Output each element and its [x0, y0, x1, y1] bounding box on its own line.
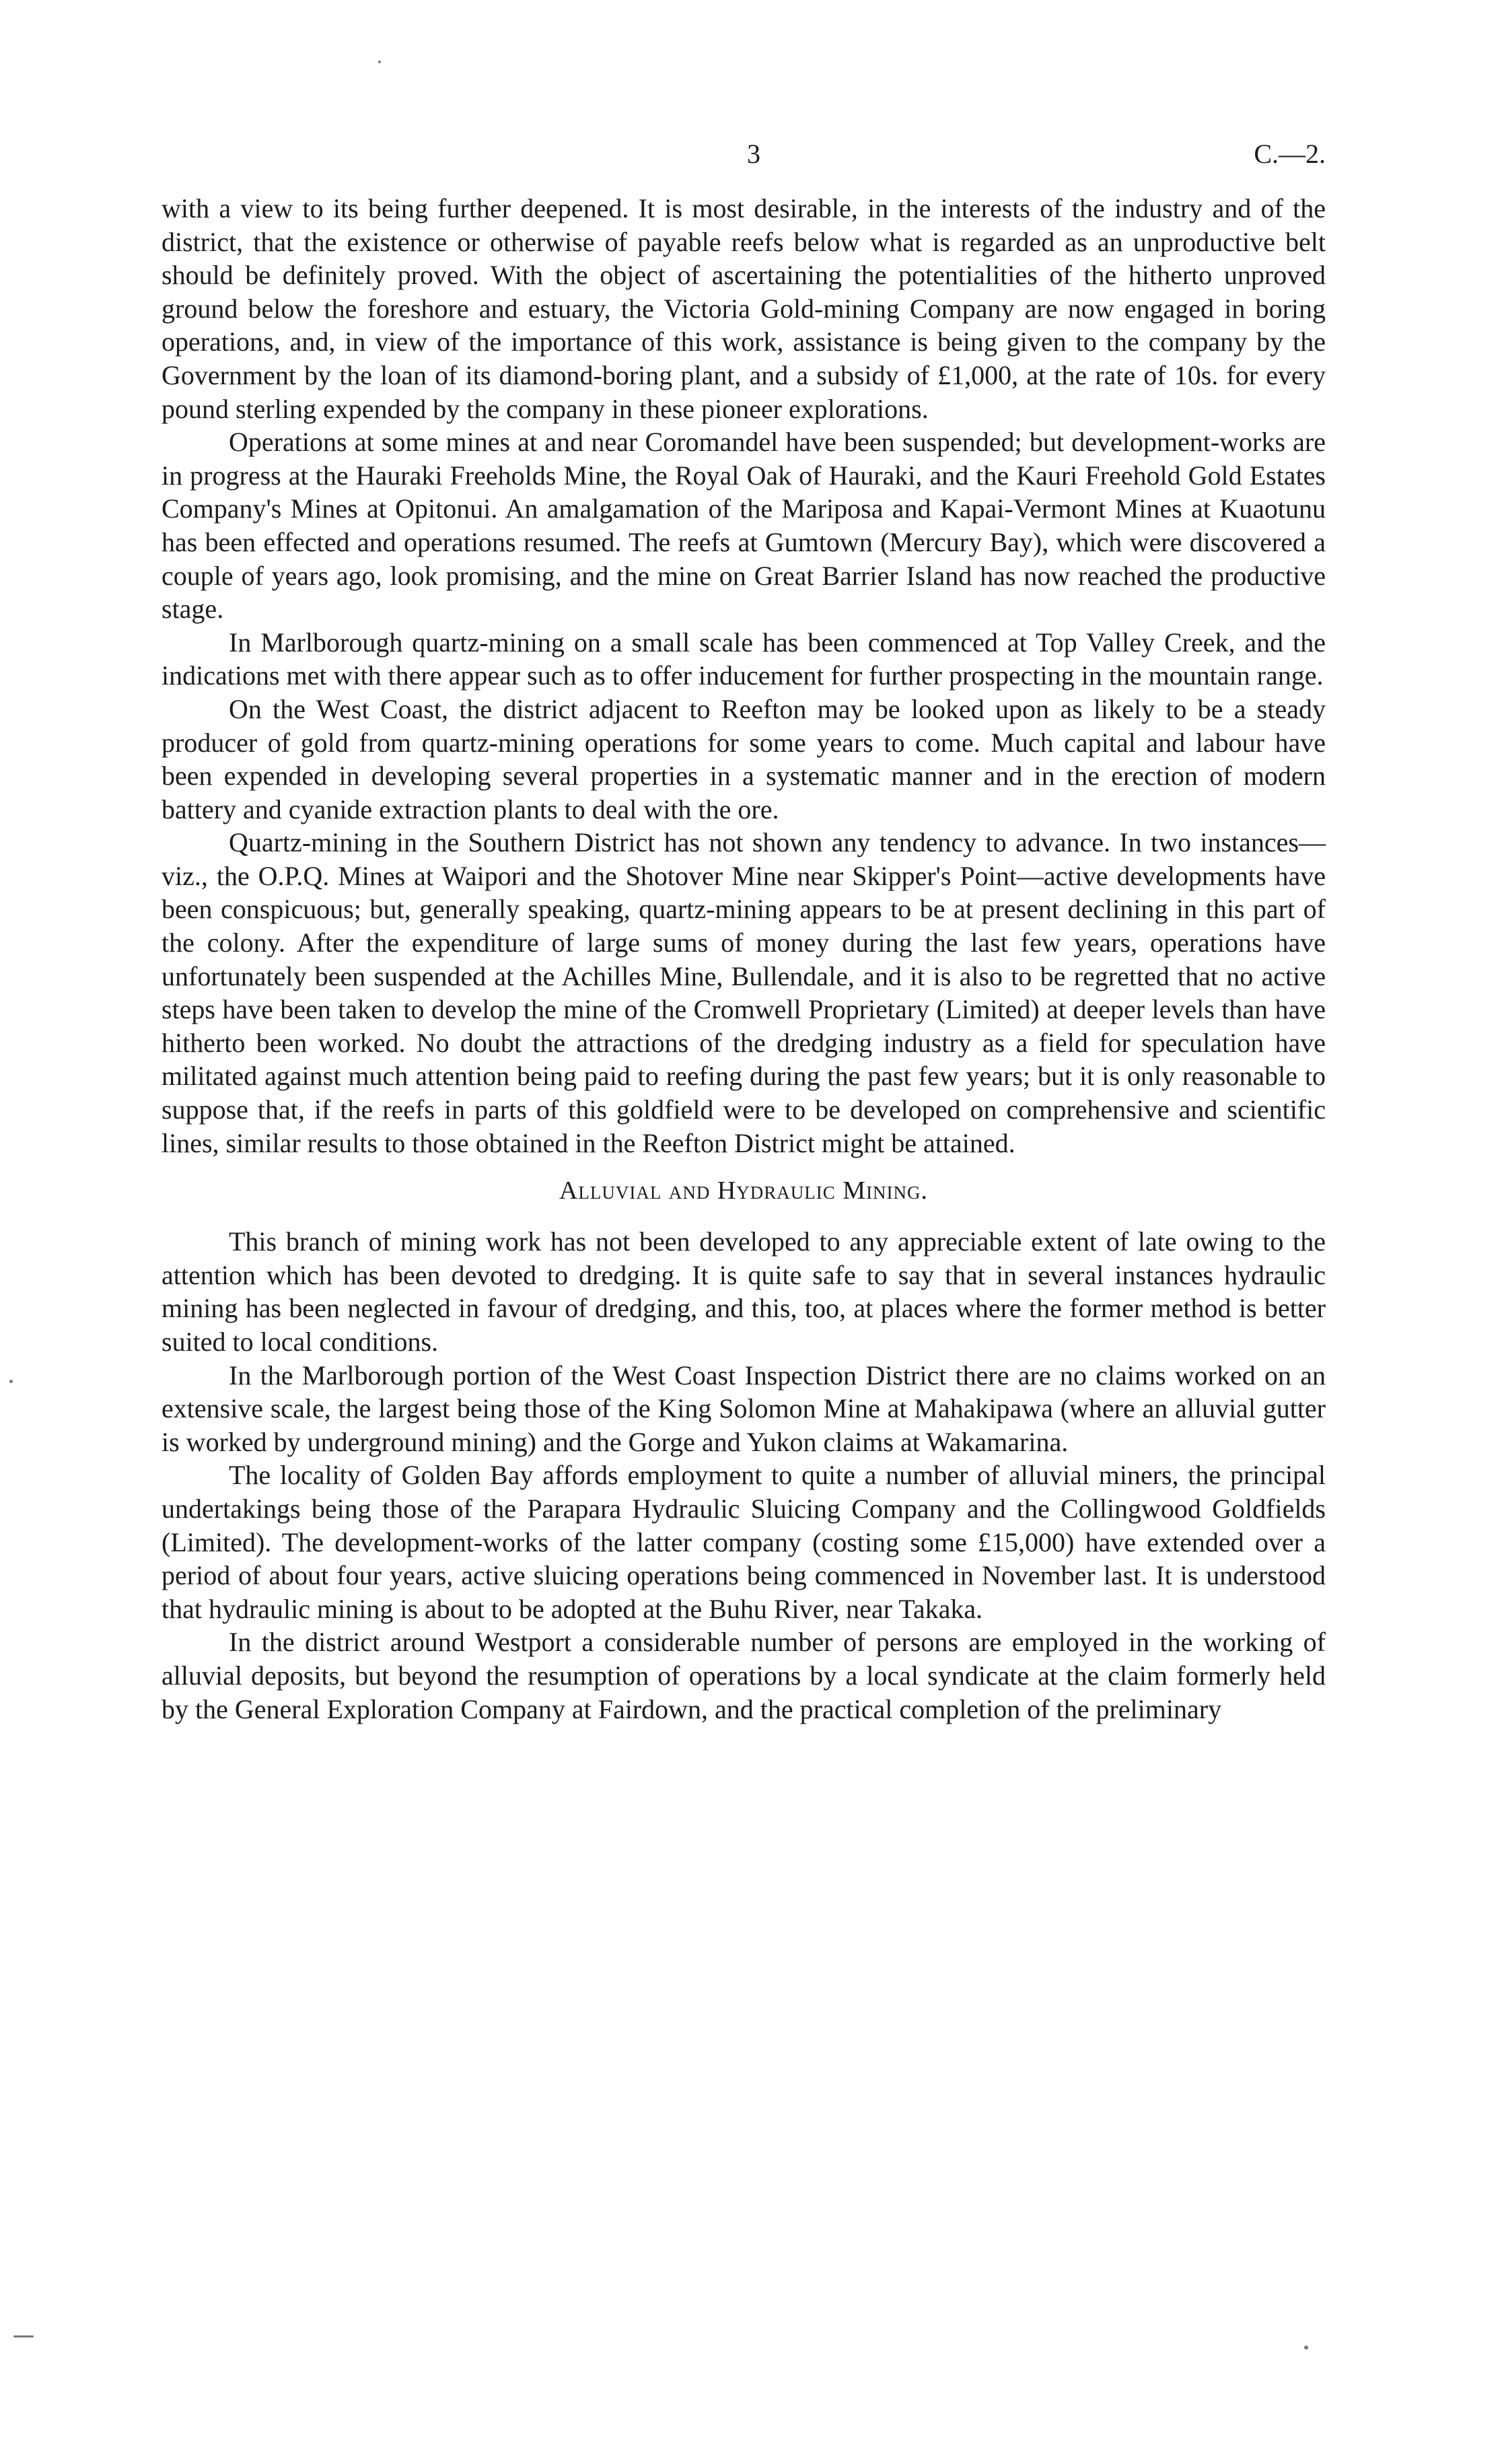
- paragraph-alluvial-intro: This branch of mining work has not been developed to any appreciable extent of late owing to the attention which has been devoted to dredging. It is quite safe to say that in several instances hydraulic mining has been neglected in favour of dredging, and this, too, at places where the former method is better suited to local conditions.: [162, 1226, 1326, 1357]
- paragraph-coromandel: Operations at some mines at and near Coromandel have been suspended; but development-works are in progress at the Hauraki Freeholds Mine, the Royal Oak of Hauraki, and the Kauri Freehold Gold Estates Company's Mines at Opitonui. An amalgamation of the Mariposa and Kapai-Vermont Mines at Kuaotunu has been effected and operations resumed. The reefs at Gumtown (Mercury Bay), which were discovered a couple of years ago, look promising, and the mine on Great Barrier Island has now reached the productive stage.: [162, 427, 1326, 625]
- page-header: [162, 138, 1326, 178]
- page-number: 3: [747, 139, 760, 169]
- scan-speck: [378, 61, 381, 63]
- section-heading: Alluvial and Hydraulic Mining.: [559, 1176, 929, 1205]
- paragraph-marlborough-alluvial: In the Marlborough portion of the West Coast Inspection District there are no claims worked on an extensive scale, the largest being those of the King Solomon Mine at Mahakipawa (where an alluvial gutter is worked by underground mining) and the Gorge and Yukon claims at Wakamarina.: [162, 1360, 1326, 1457]
- paragraph-continuation: with a view to its being further deepened. It is most desirable, in the interests of the industry and of the district, that the existence or otherwise of payable reefs below what is regarded as an unproductive belt should be definitely proved. With the object of ascertaining the potentialities of the hitherto unproved ground below the foreshore and estuary, the Victoria Gold-mining Company are now engaged in boring operations, and, in view of the importance of this work, assistance is being given to the company by the Government by the loan of its diamond-boring plant, and a subsidy of £1,000, at the rate of 10s. for every pound sterling expended by the company in these pioneer explorations.: [162, 193, 1326, 424]
- paragraph-marlborough: In Marlborough quartz-mining on a small scale has been commenced at Top Valley Creek, and the indications met with there appear such as to offer inducement for further prospecting in the mountain range.: [162, 627, 1326, 691]
- body-text: [162, 192, 1326, 1726]
- paragraph-westport: In the district around Westport a considerable number of persons are employed in the working of alluvial deposits, but beyond the resumption of operations by a local syndicate at the claim formerly held by the General Exploration Company at Fairdown, and the practical completion of the preliminary: [162, 1627, 1326, 1724]
- scan-speck: [1304, 2346, 1308, 2350]
- paragraph-west-coast: On the West Coast, the district adjacent to Reefton may be looked upon as likely to be a steady producer of gold from quartz-mining operations for some years to come. Much capital and labour have been expended in developing several properties in a systematic manner and in the erection of modern battery and cyanide extraction plants to deal with the ore.: [162, 693, 1326, 824]
- scan-speck: [9, 1380, 13, 1383]
- document-reference: C.—2.: [1254, 139, 1326, 169]
- paragraph-southern-district: Quartz-mining in the Southern District has not shown any tendency to advance. In two instances—viz., the O.P.Q. Mines at Waipori and the Shotover Mine near Skipper's Point—active developments have been conspicuous; but, generally speaking, quartz-mining appears to be at present declining in this part of the colony. After the expenditure of large sums of money during the last few years, operations have unfortunately been suspended at the Achilles Mine, Bullendale, and it is also to be regretted that no active steps have been taken to develop the mine of the Cromwell Proprietary (Limited) at deeper levels than have hitherto been worked. No doubt the attractions of the dredging industry as a field for speculation have militated against much attention being paid to reefing during the past few years; but it is only reasonable to suppose that, if the reefs in parts of this goldfield were to be developed on comprehensive and scientific lines, similar results to those obtained in the Reefton District might be attained.: [162, 827, 1326, 1158]
- scan-speck: [13, 2335, 34, 2337]
- paragraph-golden-bay: The locality of Golden Bay affords employment to quite a number of alluvial miners, the principal undertakings being those of the Parapara Hydraulic Sluicing Company and the Collingwood Goldfields (Limited). The development-works of the latter company (costing some £15,000) have extended over a period of about four years, active sluicing operations being commenced in November last. It is understood that hydraulic mining is about to be adopted at the Buhu River, near Takaka.: [162, 1460, 1326, 1624]
